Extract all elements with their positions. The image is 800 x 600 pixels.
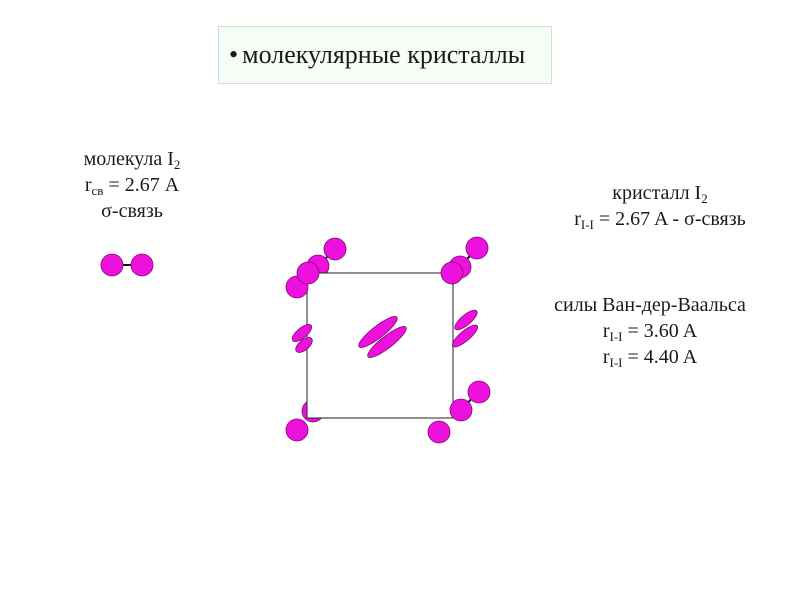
crystal-bond-symbol: r bbox=[574, 208, 581, 230]
i2-molecule bbox=[101, 254, 153, 276]
vdw-distance-1-symbol: r bbox=[602, 320, 610, 342]
iodine-atom bbox=[286, 419, 308, 441]
slide-title: молекулярные кристаллы bbox=[242, 40, 526, 69]
vdw-distance-2-subscript: I-I bbox=[609, 355, 623, 370]
iodine-atom bbox=[428, 421, 450, 443]
crystal-label-text: кристалл I bbox=[612, 182, 702, 204]
vdw-distance-1-value: = 3.60 A bbox=[622, 320, 698, 342]
crystal-bond-subscript: I-I bbox=[580, 217, 594, 232]
vdw-distance-2-value: = 4.40 A bbox=[622, 346, 698, 368]
vdw-title: силы Ван-дер-Ваальса bbox=[554, 294, 746, 316]
vdw-distance-1-subscript: I-I bbox=[609, 329, 623, 344]
iodine-atom bbox=[466, 237, 488, 259]
bullet: • bbox=[229, 40, 239, 69]
iodine-atom bbox=[468, 381, 490, 403]
molecule-label-subscript: 2 bbox=[173, 157, 181, 172]
iodine-atom bbox=[324, 238, 346, 260]
iodine-atom bbox=[441, 262, 463, 284]
iodine-atom bbox=[450, 399, 472, 421]
molecule-label-text: молекула I bbox=[83, 148, 174, 170]
iodine-atom bbox=[131, 254, 153, 276]
bond-length-symbol: r bbox=[84, 174, 92, 196]
iodine-atom bbox=[297, 262, 319, 284]
iodine-atom bbox=[101, 254, 123, 276]
vdw-distance-2-symbol: r bbox=[602, 346, 610, 368]
bond-length-subscript: св bbox=[91, 183, 104, 198]
bond-length-value: = 2.67 A bbox=[103, 174, 180, 196]
bond-type-label: σ-связь bbox=[101, 200, 163, 222]
crystal-label-subscript: 2 bbox=[701, 191, 708, 206]
crystal-bond-value: = 2.67 A - σ-связь bbox=[593, 208, 746, 230]
